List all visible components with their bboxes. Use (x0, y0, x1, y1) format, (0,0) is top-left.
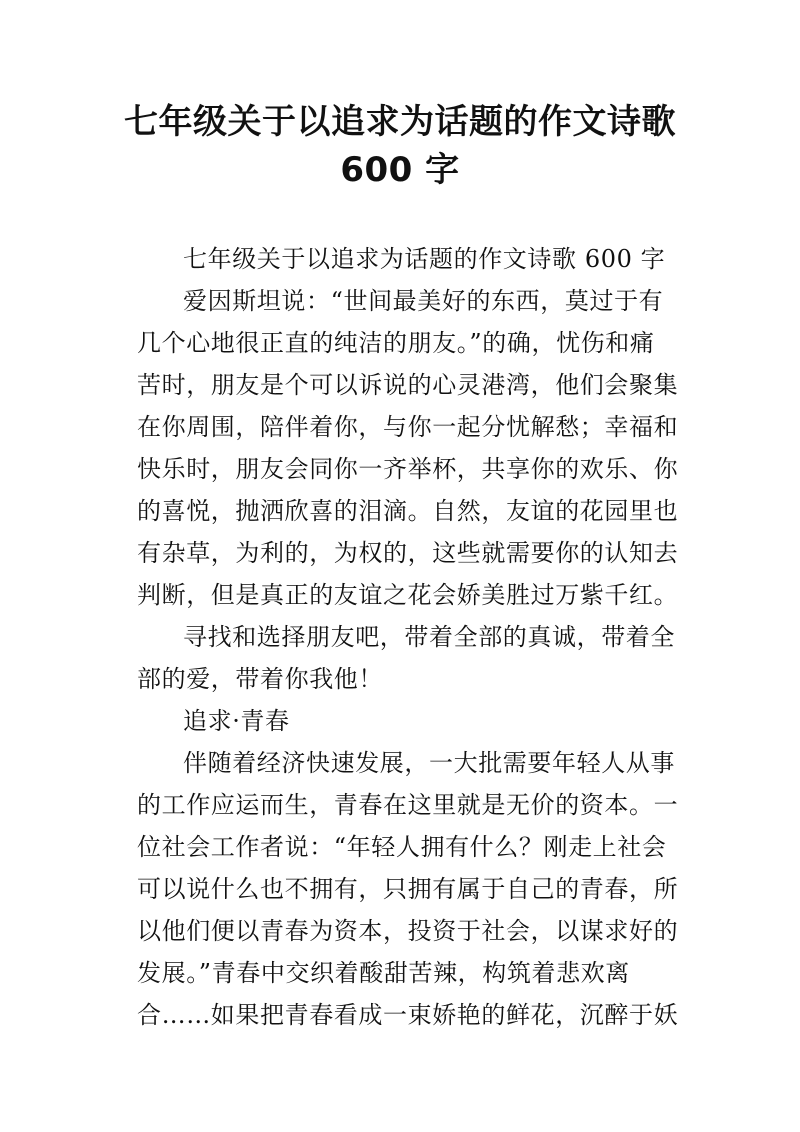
text-line: 发展。”青春中交织着酸甜苦辣，构筑着悲欢离 (137, 959, 630, 987)
text-line: 几个心地很正直的纯洁的朋友。”的确，忧伤和痛 (137, 329, 655, 357)
text-line: 寻找和选择朋友吧，带着全部的真诚，带着全 (183, 623, 675, 651)
text-line: 判断，但是真正的友谊之花会娇美胜过万紫千红。 (137, 581, 679, 609)
text-line: 以他们便以青春为资本，投资于社会，以谋求好的 (137, 917, 679, 945)
text-line: 合……如果把青春看成一束娇艳的鲜花，沉醉于妖 (137, 1001, 679, 1029)
text-line: 可以说什么也不拥有，只拥有属于自己的青春，所 (137, 875, 679, 903)
text-line: 快乐时，朋友会同你一齐举杯，共享你的欢乐、你 (137, 455, 679, 483)
text-line: 在你周围，陪伴着你，与你一起分忧解愁；幸福和 (137, 413, 679, 441)
text-line: 有杂草，为利的，为权的，这些就需要你的认知去 (137, 539, 679, 567)
text-line: 爱因斯坦说：“世间最美好的东西，莫过于有 (183, 287, 664, 315)
text-line: 伴随着经济快速发展，一大批需要年轻人从事 (183, 749, 675, 777)
document-body (137, 238, 679, 1036)
text-line: 追求·青春 (183, 707, 290, 735)
text-line: 的工作应运而生，青春在这里就是无价的资本。一 (137, 791, 679, 819)
document-title (100, 98, 700, 194)
text-line: 苦时，朋友是个可以诉说的心灵港湾，他们会聚集 (137, 371, 679, 399)
title-line-2: 600 字 (340, 150, 460, 190)
text-line: 的喜悦，抛洒欣喜的泪滴。自然，友谊的花园里也 (137, 497, 679, 525)
text-line: 位社会工作者说：“年轻人拥有什么？刚走上社会 (137, 833, 667, 861)
text-line: 部的爱，带着你我他！ (137, 665, 383, 693)
text-line: 七年级关于以追求为话题的作文诗歌 600 字 (183, 245, 666, 273)
title-line-1: 七年级关于以追求为话题的作文诗歌 (124, 102, 676, 142)
